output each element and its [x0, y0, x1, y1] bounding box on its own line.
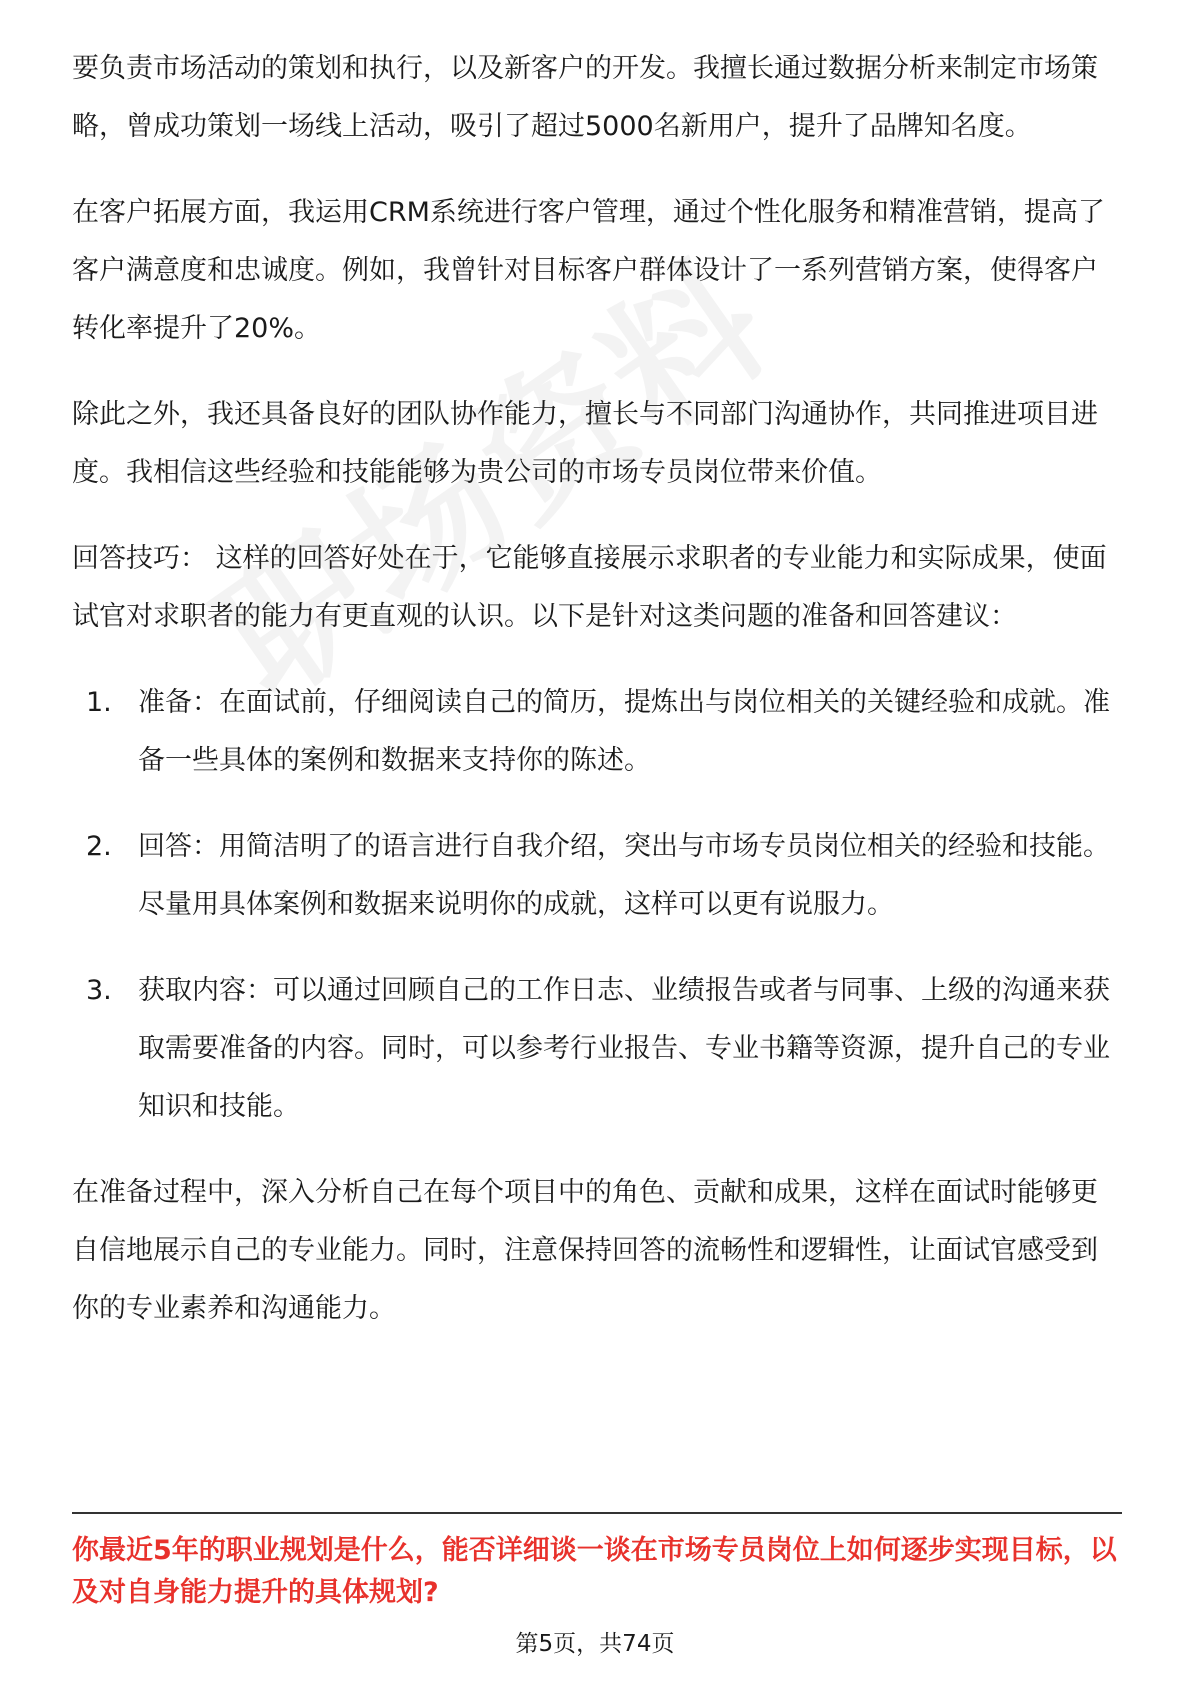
list-item [72, 962, 1122, 1136]
list-number: 2. [86, 831, 112, 862]
page-number: 第5页，共74页 [515, 1631, 675, 1657]
paragraph: 在客户拓展方面，我运用CRM系统进行客户管理，通过个性化服务和精准营销，提高了客户满意度和忠诚度。例如，我曾针对目标客户群体设计了一系列营销方案，使得客户转化率提升了20%。 [72, 197, 1105, 344]
list-item [72, 818, 1122, 934]
tips-list [72, 674, 1122, 1136]
paragraph: 在准备过程中，深入分析自己在每个项目中的角色、贡献和成果，这样在面试时能够更自信地展示自己的专业能力。同时，注意保持回答的流畅性和逻辑性，让面试官感受到你的专业素养和沟通能力。 [72, 1177, 1098, 1324]
document-body [72, 40, 1122, 1338]
paragraph: 要负责市场活动的策划和执行，以及新客户的开发。我擅长通过数据分析来制定市场策略，曾成功策划一场线上活动，吸引了超过5000名新用户，提升了品牌知名度。 [72, 53, 1098, 142]
list-item [72, 674, 1122, 790]
list-number: 1. [86, 687, 112, 718]
list-text: 获取内容：可以通过回顾自己的工作日志、业绩报告或者与同事、上级的沟通来获取需要准备的内容。同时，可以参考行业报告、专业书籍等资源，提升自己的专业知识和技能。 [138, 975, 1110, 1122]
list-number: 3. [86, 975, 112, 1006]
paragraph: 除此之外，我还具备良好的团队协作能力，擅长与不同部门沟通协作，共同推进项目进度。我相信这些经验和技能能够为贵公司的市场专员岗位带来价值。 [72, 399, 1098, 488]
list-text: 准备：在面试前，仔细阅读自己的简历，提炼出与岗位相关的关键经验和成就。准备一些具体的案例和数据来支持你的陈述。 [138, 687, 1110, 776]
answer-tips-paragraph: 回答技巧： 这样的回答好处在于，它能够直接展示求职者的专业能力和实际成果，使面试官对求职者的能力有更直观的认识。以下是针对这类问题的准备和回答建议： [72, 543, 1107, 632]
next-question-heading: 你最近5年的职业规划是什么，能否详细谈一谈在市场专员岗位上如何逐步实现目标，以及对自身能力提升的具体规划? [72, 1535, 1117, 1608]
section-divider [72, 1512, 1122, 1514]
list-text: 回答：用简洁明了的语言进行自我介绍，突出与市场专员岗位相关的经验和技能。尽量用具体案例和数据来说明你的成就，这样可以更有说服力。 [138, 831, 1110, 920]
